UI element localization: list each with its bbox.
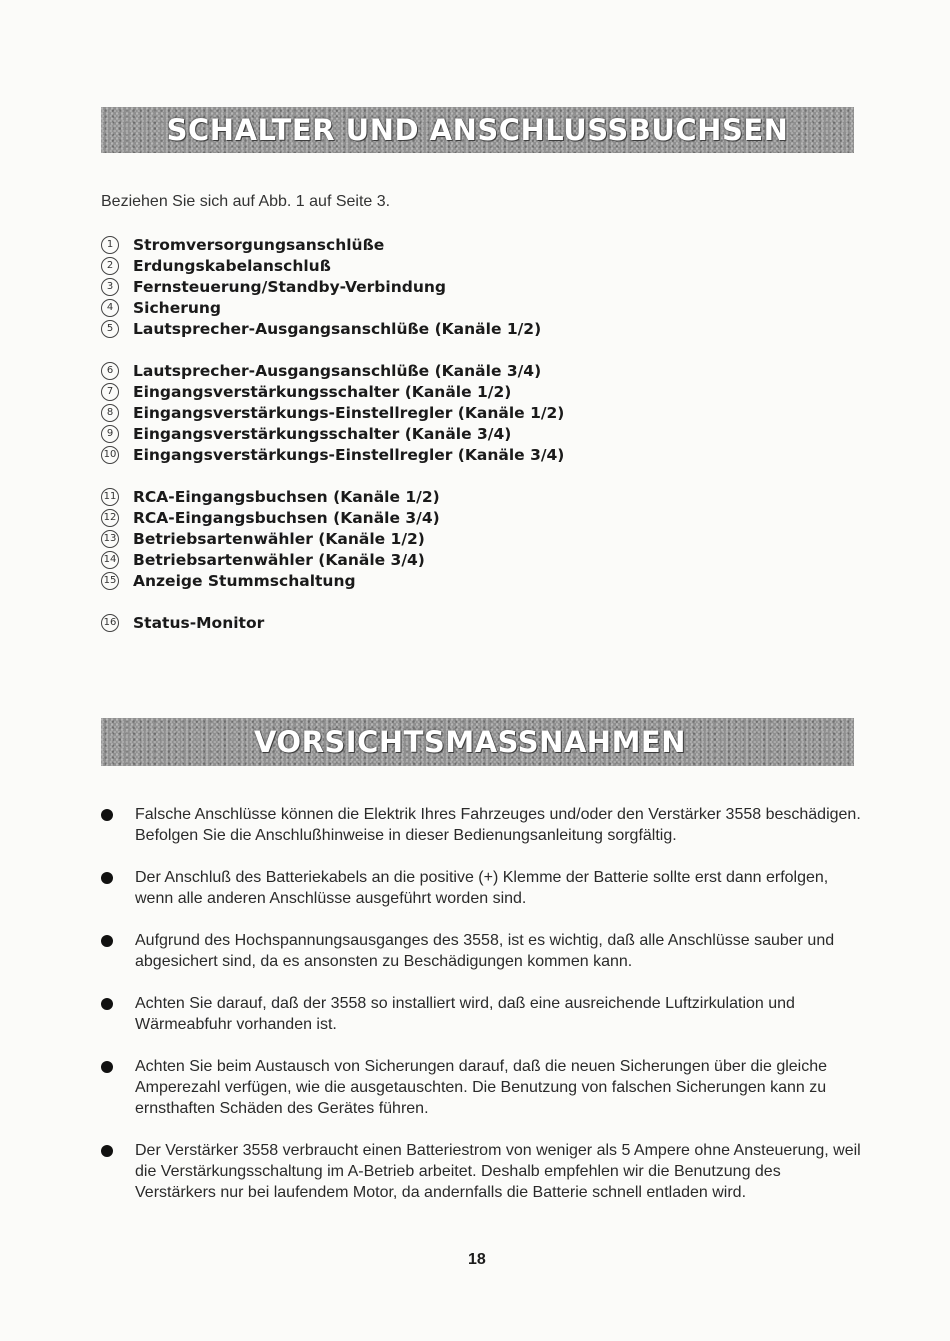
bullet-icon [101, 1145, 113, 1157]
bullet-text: Der Verstärker 3558 verbraucht einen Batteriestrom von weniger als 5 Ampere ohne Ansteuerung, weil die Verstärkungsschaltung im A-Betrieb arbeitet. Deshalb empfehlen wir die Benutzung des Verstärkers nur bei laufendem Motor, da andernfalls die Batterie schnell entladen wird. [135, 1142, 861, 1201]
item-label: Eingangsverstärkungsschalter (Kanäle 3/4) [133, 424, 512, 443]
item-label: Eingangsverstärkungs-Einstellregler (Kanäle 3/4) [133, 445, 565, 464]
list-item [101, 1056, 861, 1119]
item-label: Lautsprecher-Ausgangsanschlüße (Kanäle 3/4) [133, 361, 542, 380]
list-item [101, 255, 564, 276]
bullet-text: Achten Sie beim Austausch von Sicherungen darauf, daß die neuen Sicherungen über die gleiche Amperezahl verfügen, wie die ausgetauschten. Die Benutzung von falschen Sicherungen kann zu ernsthaften Schäden des Gerätes führen. [135, 1058, 828, 1117]
bullet-icon [101, 809, 113, 821]
list-item [101, 867, 861, 909]
item-number: 1 [101, 236, 119, 254]
list-spacer [101, 591, 564, 612]
item-label: Eingangsverstärkungsschalter (Kanäle 1/2) [133, 382, 512, 401]
item-number: 2 [101, 257, 119, 275]
item-number: 4 [101, 299, 119, 317]
list-item [101, 381, 564, 402]
bullet-icon [101, 998, 113, 1010]
item-number: 9 [101, 425, 119, 443]
intro-text: Beziehen Sie sich auf Abb. 1 auf Seite 3. [101, 193, 391, 210]
item-label: Sicherung [133, 298, 222, 317]
list-spacer [101, 465, 564, 486]
item-number: 13 [101, 530, 119, 548]
bullet-icon [101, 935, 113, 947]
item-label: RCA-Eingangsbuchsen (Kanäle 3/4) [133, 508, 440, 527]
item-label: Fernsteuerung/Standby-Verbindung [133, 277, 446, 296]
list-item [101, 528, 564, 549]
list-spacer [101, 339, 564, 360]
section-title: VORSICHTSMASSNAHMEN [254, 725, 687, 759]
item-label: RCA-Eingangsbuchsen (Kanäle 1/2) [133, 487, 440, 506]
list-item [101, 423, 564, 444]
item-label: Anzeige Stummschaltung [133, 571, 356, 590]
item-label: Status-Monitor [133, 613, 265, 632]
list-item [101, 297, 564, 318]
item-number: 14 [101, 551, 119, 569]
item-number: 15 [101, 572, 119, 590]
precautions-list [101, 804, 861, 1224]
section-title: SCHALTER UND ANSCHLUSSBUCHSEN [166, 113, 789, 147]
bullet-text: Der Anschluß des Batteriekabels an die positive (+) Klemme der Batterie sollte erst dann erfolgen, wenn alle anderen Anschlüsse ausgeführt worden sind. [135, 869, 829, 907]
item-label: Betriebsartenwähler (Kanäle 1/2) [133, 529, 425, 548]
list-item [101, 444, 564, 465]
list-item [101, 276, 564, 297]
list-item [101, 360, 564, 381]
list-item [101, 507, 564, 528]
list-item [101, 234, 564, 255]
item-number: 7 [101, 383, 119, 401]
item-number: 3 [101, 278, 119, 296]
controls-list [101, 234, 564, 633]
item-label: Betriebsartenwähler (Kanäle 3/4) [133, 550, 425, 569]
list-item [101, 1140, 861, 1203]
bullet-text: Aufgrund des Hochspannungsausganges des 3558, ist es wichtig, daß alle Anschlüsse sauber und abgesichert sind, da es ansonsten zu Beschädigungen kommen kann. [135, 932, 835, 970]
section-banner-precautions [101, 718, 854, 766]
item-label: Erdungskabelanschluß [133, 256, 331, 275]
list-item [101, 612, 564, 633]
list-item [101, 549, 564, 570]
item-number: 5 [101, 320, 119, 338]
bullet-text: Falsche Anschlüsse können die Elektrik Ihres Fahrzeuges und/oder den Verstärker 3558 beschädigen. Befolgen Sie die Anschlußhinweise in dieser Bedienungsanleitung sorgfältig. [135, 806, 861, 844]
bullet-text: Achten Sie darauf, daß der 3558 so installiert wird, daß eine ausreichende Luftzirkulation und Wärmeabfuhr vorhanden ist. [135, 995, 795, 1033]
list-item [101, 402, 564, 423]
item-label: Eingangsverstärkungs-Einstellregler (Kanäle 1/2) [133, 403, 565, 422]
item-label: Lautsprecher-Ausgangsanschlüße (Kanäle 1/2) [133, 319, 542, 338]
item-number: 12 [101, 509, 119, 527]
list-item [101, 930, 861, 972]
list-item [101, 486, 564, 507]
list-item [101, 804, 861, 846]
item-number: 10 [101, 446, 119, 464]
bullet-icon [101, 872, 113, 884]
bullet-icon [101, 1061, 113, 1073]
item-number: 6 [101, 362, 119, 380]
section-banner-controls [101, 107, 854, 153]
list-item [101, 993, 861, 1035]
list-item [101, 318, 564, 339]
item-label: Stromversorgungsanschlüße [133, 235, 385, 254]
item-number: 16 [101, 614, 119, 632]
list-item [101, 570, 564, 591]
item-number: 8 [101, 404, 119, 422]
page-number: 18 [468, 1251, 486, 1268]
item-number: 11 [101, 488, 119, 506]
